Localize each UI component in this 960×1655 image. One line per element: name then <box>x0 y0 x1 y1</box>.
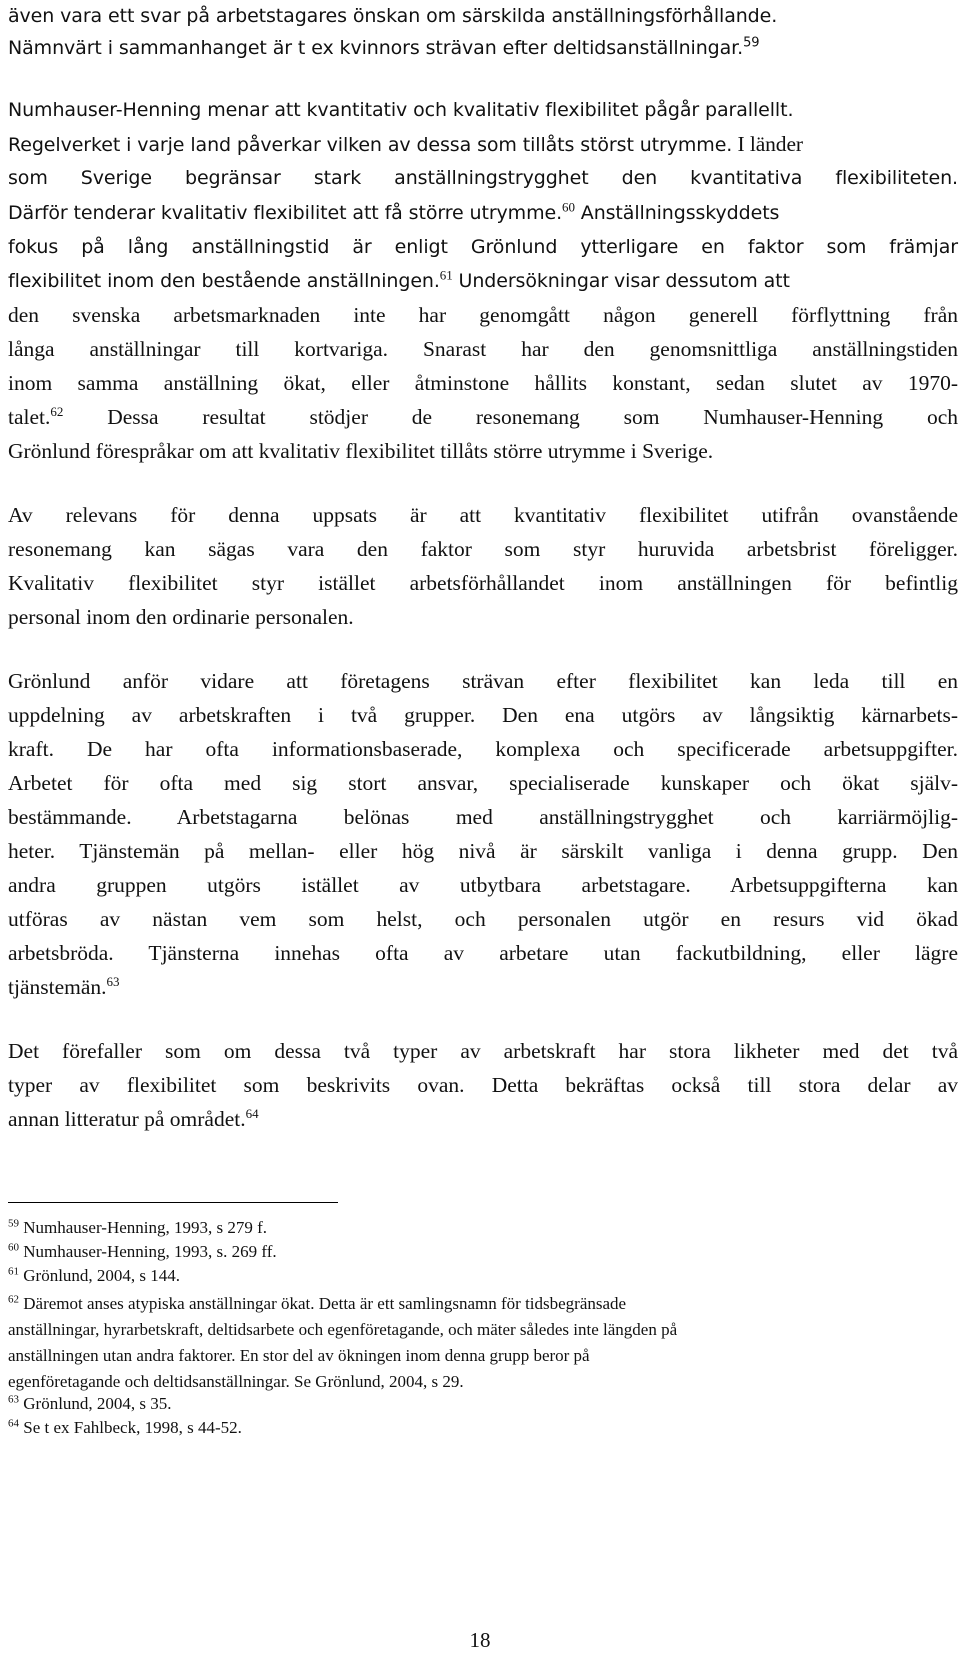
text-line: andra gruppen utgörs istället av utbytbara arbetstagare. Arbetsuppgifterna kan <box>8 873 958 897</box>
text-line: bestämmande. Arbetstagarna belönas med anställningstrygghet och karriärmöjlig- <box>8 805 958 829</box>
text-line: Arbetet för ofta med sig stort ansvar, specialiserade kunskaper och ökat själv- <box>8 771 958 795</box>
page-number: 18 <box>469 1628 491 1652</box>
text-line: långa anställningar till kortvariga. Snarast har den genomsnittliga anställningstiden <box>8 337 958 361</box>
text-line: den svenska arbetsmarknaden inte har genomgått någon generell förflyttning från <box>8 303 958 327</box>
text-line: arbetsbröda. Tjänsterna innehas ofta av arbetare utan fackutbildning, eller lägre <box>8 941 958 965</box>
footnote-ref: 60 <box>562 199 575 215</box>
text-line: Därför tenderar kvalitativ flexibilitet att få större utrymme.$^{60}$ Anställningsskyddets <box>8 199 780 224</box>
text-line: typer av flexibilitet som beskrivits ovan. Detta bekräftas också till stora delar av <box>8 1073 958 1097</box>
footnote-separator <box>8 1202 338 1203</box>
text-line: inom samma anställning ökat, eller åtminstone hållits konstant, sedan slutet av 1970- <box>8 371 958 395</box>
text-line: även vara ett svar på arbetstagares önskan om särskilda anställningsförhållande. <box>8 5 778 27</box>
footnote: $^{62}$ Däremot anses atypiska anställningar ökat. Detta är ett samlingsnamn för tidsbegränsade <box>8 1293 627 1313</box>
footnote: $^{60}$ Numhauser-Henning, 1993, s. 269 ff. <box>8 1241 277 1261</box>
text-line: kraft. De har ofta informationsbaserade, komplexa och specificerade arbetsuppgifter. <box>8 737 958 761</box>
text-line: Av relevans för denna uppsats är att kvantitativ flexibilitet utifrån ovanstående <box>8 503 958 527</box>
text-line: Grönlund anför vidare att företagens strävan efter flexibilitet kan leda till en <box>8 669 958 693</box>
text-line: Regelverket i varje land påverkar vilken av dessa som tillåts störst utrymme. I länder <box>8 132 803 156</box>
text-line: annan litteratur på området.$^{64}$ <box>8 1105 259 1131</box>
text-line: utföras av nästan vem som helst, och personalen utgör en resurs vid ökad <box>8 907 958 931</box>
text-line: personal inom den ordinarie personalen. <box>8 605 354 629</box>
footnote: anställningar, hyrarbetskraft, deltidsarbete och egenföretagande, och mäter således inte längden på <box>8 1320 678 1339</box>
text-line: heter. Tjänstemän på mellan- eller hög nivå är särskilt vanliga i denna grupp. Den <box>8 839 958 863</box>
footnote-ref: 61 <box>439 267 453 283</box>
text-line: Nämnvärt i sammanhanget är t ex kvinnors strävan efter deltidsanställningar.$^{59}$ <box>8 35 760 59</box>
footnote: $^{63}$ Grönlund, 2004, s 35. <box>8 1393 172 1413</box>
text-line: Kvalitativ flexibilitet styr istället arbetsförhållandet inom anställningen för befintlig <box>8 571 958 595</box>
text-line: som Sverige begränsar stark anställningstrygghet den kvantitativa flexibiliteten. <box>8 167 958 189</box>
footnote-ref: 62 <box>50 403 64 419</box>
footnote-ref: 63 <box>106 973 120 989</box>
footnote: egenföretagande och deltidsanställningar. Se Grönlund, 2004, s 29. <box>8 1372 464 1391</box>
footnote-ref: 64 <box>245 1105 259 1121</box>
text-line: fokus på lång anställningstid är enligt Grönlund ytterligare en faktor som främjar <box>8 236 958 258</box>
text-line: tjänstemän.$^{63}$ <box>8 973 120 999</box>
text-line: Numhauser-Henning menar att kvantitativ och kvalitativ flexibilitet pågår parallellt. <box>8 99 794 121</box>
footnote: $^{61}$ Grönlund, 2004, s 144. <box>8 1265 181 1285</box>
text-line: Det förefaller som om dessa två typer av arbetskraft har stora likheter med det två <box>8 1039 958 1063</box>
footnote-ref: 59 <box>743 35 760 51</box>
text-line: Grönlund förespråkar om att kvalitativ flexibilitet tillåts större utrymme i Sverige. <box>8 439 714 463</box>
text-line: talet.$^{62}$ Dessa resultat stödjer de resonemang som Numhauser-Henning och <box>8 403 958 429</box>
text-line: resonemang kan sägas vara den faktor som styr huruvida arbetsbrist föreligger. <box>8 537 958 561</box>
footnote: $^{59}$ Numhauser-Henning, 1993, s 279 f. <box>8 1217 268 1237</box>
text-line: flexibilitet inom den bestående anställningen.$^{61}$ Undersökningar visar dessutom att <box>8 267 790 292</box>
footnote: anställningen utan andra faktorer. En stor del av ökningen inom denna grupp beror på <box>8 1346 590 1365</box>
footnote: $^{64}$ Se t ex Fahlbeck, 1998, s 44-52. <box>8 1417 242 1437</box>
text-line: uppdelning av arbetskraften i två grupper. Den ena utgörs av långsiktig kärnarbets- <box>8 703 958 727</box>
